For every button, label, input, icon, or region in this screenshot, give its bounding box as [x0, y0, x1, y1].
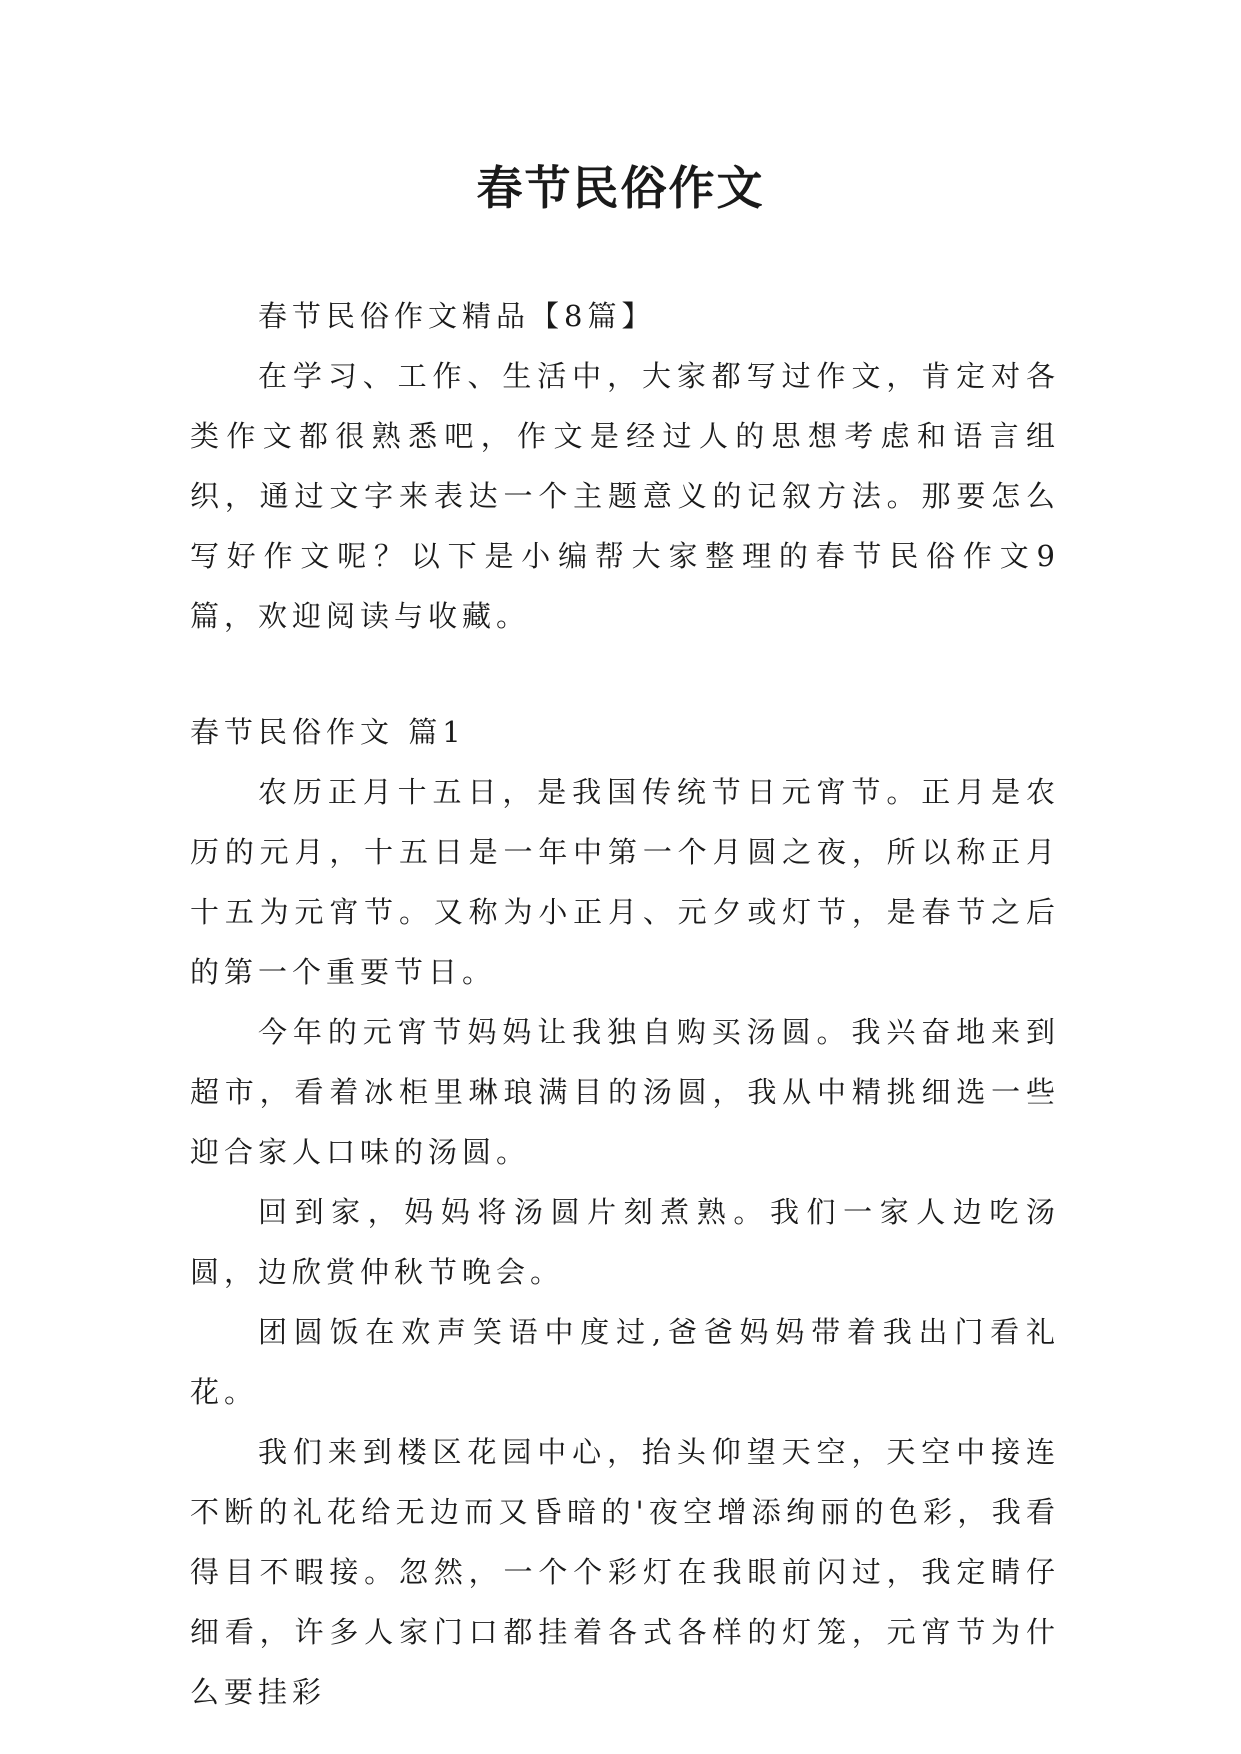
body-paragraph: 农历正月十五日，是我国传统节日元宵节。正月是农历的元月，十五日是一年中第一个月圆之夜，所以称正月十五为元宵节。又称为小正月、元夕或灯节，是春节之后的第一个重要节日。 — [190, 775, 1060, 989]
body-paragraph: 我们来到楼区花园中心，抬头仰望天空，天空中接连不断的礼花给无边而又昏暗的'夜空增添绚丽的色彩，我看得目不暇接。忽然，一个个彩灯在我眼前闪过，我定睛仔细看，许多人家门口都挂着各式各样的灯笼，元宵节为什么要挂彩 — [190, 1435, 1060, 1709]
document-body — [190, 286, 1060, 1722]
intro-paragraph: 在学习、工作、生活中，大家都写过作文，肯定对各类作文都很熟悉吧，作文是经过人的思想考虑和语言组织，通过文字来表达一个主题意义的记叙方法。那要怎么写好作文呢？以下是小编帮大家整理的春节民俗作文9篇，欢迎阅读与收藏。 — [190, 359, 1060, 633]
page-title: 春节民俗作文 — [476, 161, 765, 215]
body-paragraph: 团圆饭在欢声笑语中度过,爸爸妈妈带着我出门看礼花。 — [190, 1315, 1060, 1409]
document-subtitle: 春节民俗作文精品【8篇】 — [258, 299, 656, 333]
section-heading: 春节民俗作文 篇1 — [190, 715, 466, 749]
body-paragraph: 回到家，妈妈将汤圆片刻煮熟。我们一家人边吃汤圆，边欣赏仲秋节晚会。 — [190, 1195, 1060, 1289]
body-paragraph: 今年的元宵节妈妈让我独自购买汤圆。我兴奋地来到超市，看着冰柜里琳琅满目的汤圆，我从中精挑细选一些迎合家人口味的汤圆。 — [190, 1015, 1060, 1169]
